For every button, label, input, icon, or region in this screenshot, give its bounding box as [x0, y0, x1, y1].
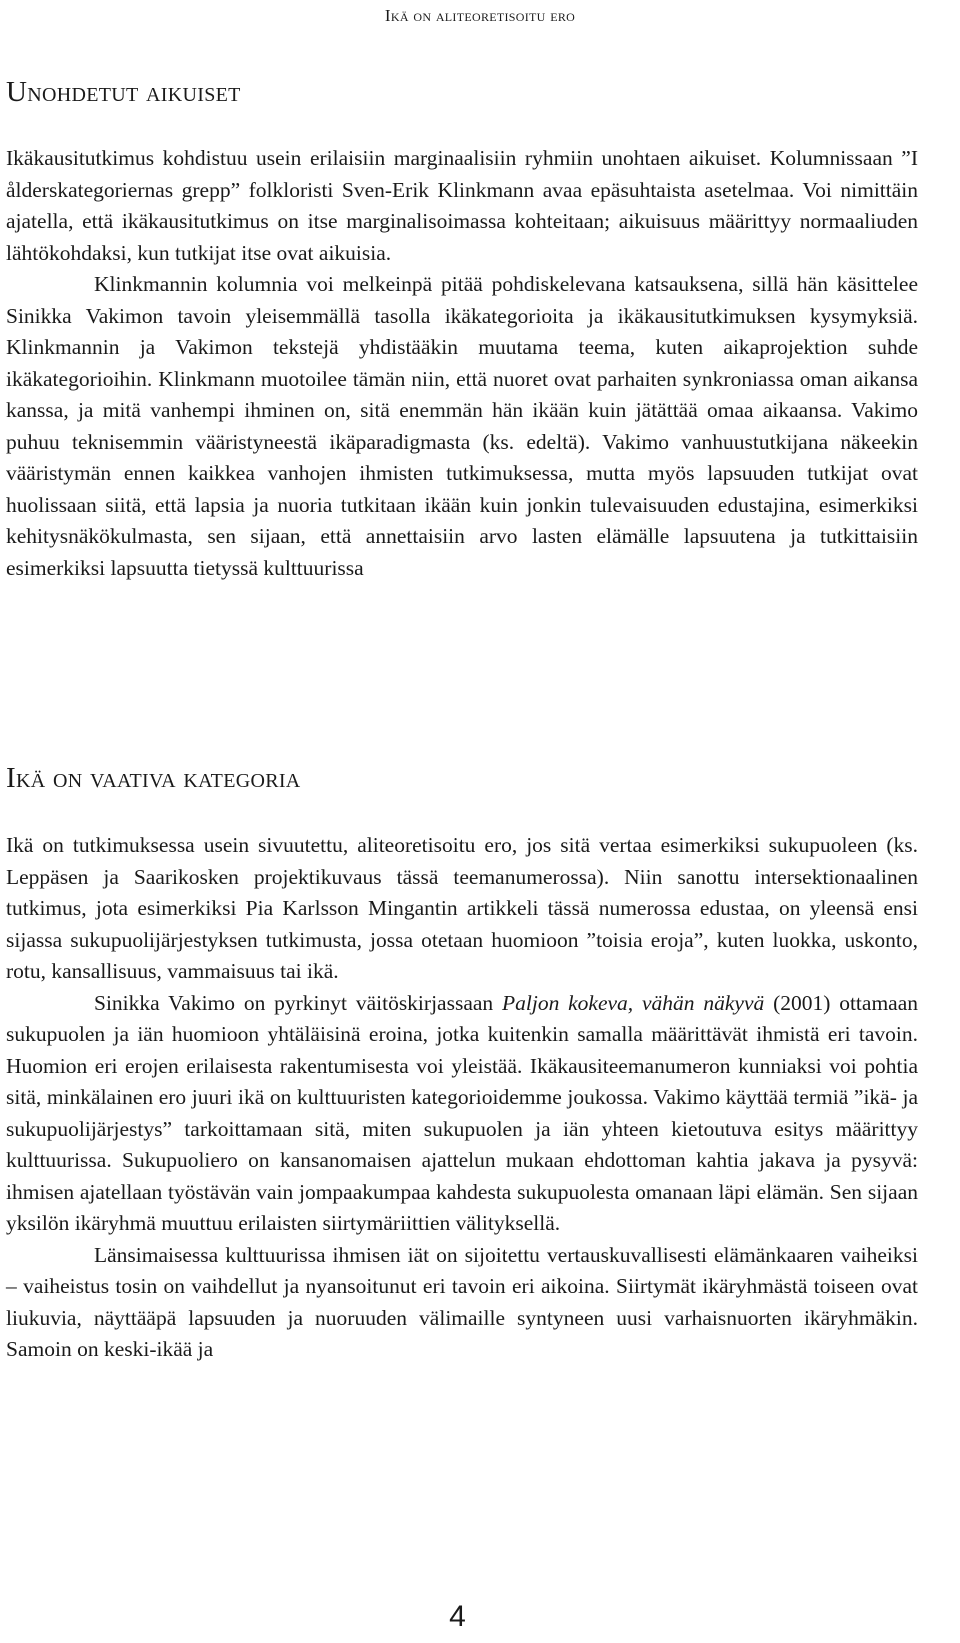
- paragraph: [6, 988, 918, 1240]
- section-heading-unohdetut-aikuiset: Unohdetut aikuiset: [6, 76, 241, 108]
- page-number: 4: [449, 1600, 466, 1633]
- paragraph: Ikä on tutkimuksessa usein sivuutettu, aliteoretisoitu ero, jos sitä vertaa esimerkiksi sukupuoleen (ks. Leppäsen ja Saarikosken projektikuvaus tässä teemanumerossa). Niin sanottu intersektionaalinen tutkimus, jota esimerkiksi Pia Karlsson Mingantin artikkeli tässä numerossa edustaa, on yleensä ensi sijassa sukupuolijärjestyksen tutkimusta, jossa otetaan huomioon ”toisia eroja”, kuten luokka, uskonto, rotu, kansallisuus, vammaisuus tai ikä.: [6, 833, 918, 983]
- running-head: Ikä on aliteoretisoitu ero: [384, 6, 576, 25]
- book-title: Paljon kokeva, vähän näkyvä: [501, 990, 765, 1015]
- paragraph: Ikäkausitutkimus kohdistuu usein erilaisiin marginaalisiin ryhmiin unohtaen aikuiset. Kolumnissaan ”I ålderskategoriernas grepp” folkloristi Sven-Erik Klinkmann avaa epäsuhtaista asetelmaa. Voi nimittäin ajatella, että ikäkausitutkimus on itse marginalisoimassa kohteitaan; aikuisuus määrittyy normaaliuden lähtökohdaksi, kun tutkijat itse ovat aikuisia.: [6, 146, 918, 265]
- section-body-unohdetut-aikuiset: [6, 143, 918, 584]
- paragraph-text: (2001) ottamaan sukupuolen ja iän huomioon yhtäläisinä eroina, jotka kuitenkin samalla määrittävät ihmistä eri tavoin. Huomion eri erojen erilaisesta rakentumisesta voi yleistää. Ikäkausiteemanumeron kunniaksi voi pohtia sitä, minkälainen ero juuri ikä on kulttuuristen kategorioidemme joukossa. Vakimo käyttää termiä ”ikä- ja sukupuolijärjestys” tarkoittamaan sitä, miten sukupuolen ja iän yhteen kietoutuva esitys määrittyy kulttuurissa. Sukupuoliero on kansanomaisen ajattelun mukaan ehdottoman kahtia jakava ja pysyvä: ihmisen ajatellaan työstävän vain jompaakumpaa kahdesta sukupuolesta omanaan läpi elämän. Sen sijaan yksilön ikäryhmä muuttuu erilaisten siirtymäriittien välityksellä.: [6, 990, 919, 1235]
- paragraph-text: Sinikka Vakimo on pyrkinyt väitöskirjassaan: [94, 990, 502, 1015]
- paragraph: Klinkmannin kolumnia voi melkeinpä pitää pohdiskelevana katsauksena, sillä hän käsittelee Sinikka Vakimon tavoin yleisemmällä tasolla ikäkategorioita ja ikäkausitutkimuksen kysymyksiä. Klinkmannin ja Vakimon tekstejä yhdistääkin muutama teema, kuten aikaprojektion suhde ikäkategorioihin. Klinkmann muotoilee tämän niin, että nuoret ovat parhaiten synkroniassa oman aikansa kanssa, ja mitä vanhempi ihminen on, sitä enemmän hän ikään kuin jätättää omaa aikaansa. Vakimo puhuu teknisemmin vääristyneestä ikäparadigmasta (ks. edeltä). Vakimo vanhuustutkijana näkeekin vääristymän ennen kaikkea vanhojen ihmisten tutkimuksessa, mutta myös lapsuuden tutkijat ovat huolissaan siitä, että lapsia ja nuoria tutkitaan ikään kuin jonkin tulevaisuuden edustajina, esimerkiksi kehitysnäkökulmasta, sen sijaan, että annettaisiin arvo lasten elämälle lapsuutena ja tutkittaisiin esimerkiksi lapsuutta tietyssä kulttuurissa: [6, 272, 918, 580]
- section-heading-ika-on-vaativa-kategoria: Ikä on vaativa kategoria: [6, 762, 301, 794]
- section-body-ika-on-vaativa-kategoria: [6, 830, 918, 1366]
- paragraph: Länsimaisessa kulttuurissa ihmisen iät on sijoitettu vertauskuvallisesti elämänkaaren vaiheiksi – vaiheistus tosin on vaihdellut ja nyansoitunut eri tavoin eri aikoina. Siirtymät ikäryhmästä toiseen ovat liukuvia, näyttääpä lapsuuden ja nuoruuden välimaille syntyneen uusi varhaisnuorten ikäryhmäkin. Samoin on keski-ikää ja: [6, 1242, 918, 1361]
